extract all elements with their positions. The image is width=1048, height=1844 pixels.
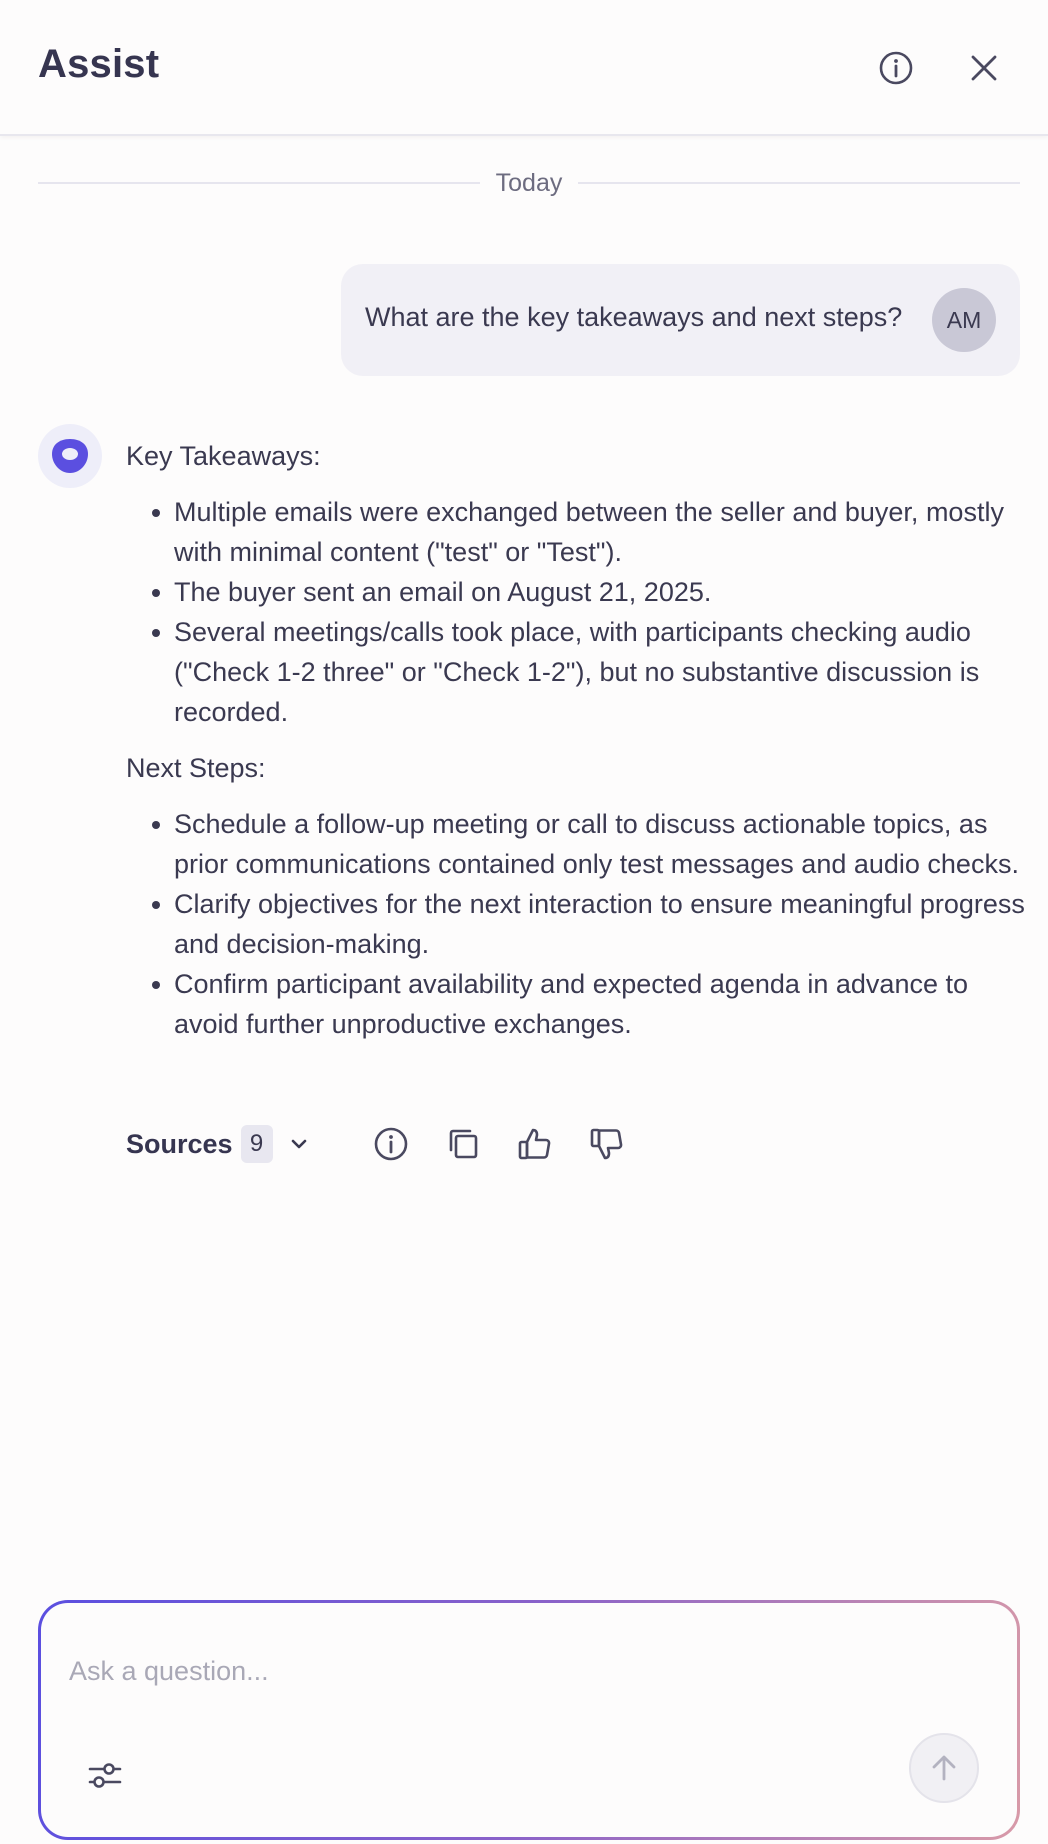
composer-body — [41, 1603, 1017, 1837]
arrow-up-icon — [928, 1752, 960, 1784]
question-input[interactable] — [69, 1651, 969, 1691]
answer-info-button[interactable] — [371, 1124, 411, 1164]
next-steps-list — [126, 804, 1026, 1044]
copy-button[interactable] — [443, 1124, 483, 1164]
sources-count-badge: 9 — [241, 1125, 273, 1163]
header-info-button[interactable] — [872, 44, 920, 92]
send-button[interactable] — [909, 1733, 979, 1803]
copy-icon — [445, 1126, 481, 1162]
user-avatar: AM — [932, 288, 996, 352]
list-item: Several meetings/calls took place, with participants checking audio ("Check 1-2 three" or "Check 1-2"), but no substantive discussion is recorded. — [126, 612, 1026, 732]
close-button[interactable] — [960, 44, 1008, 92]
list-item: Schedule a follow-up meeting or call to discuss actionable topics, as prior communications contained only test messages and audio checks. — [126, 804, 1026, 884]
question-composer — [38, 1600, 1020, 1840]
key-takeaways-heading: Key Takeaways: — [126, 441, 321, 471]
thumbs-up-icon — [517, 1126, 553, 1162]
sliders-icon — [87, 1757, 123, 1793]
user-message-text: What are the key takeaways and next steps? — [365, 302, 903, 332]
date-label: Today — [495, 168, 563, 197]
close-icon — [969, 53, 999, 83]
user-message-bubble — [341, 264, 1020, 376]
panel-title: Assist — [38, 42, 160, 86]
date-divider — [38, 165, 1020, 201]
divider-line — [38, 182, 480, 184]
panel-header — [0, 0, 1048, 136]
thumbs-down-button[interactable] — [587, 1124, 627, 1164]
divider-line — [578, 182, 1020, 184]
key-takeaways-list — [126, 492, 1026, 732]
next-steps-heading: Next Steps: — [126, 753, 266, 783]
chevron-down-icon — [289, 1134, 309, 1154]
list-item: Multiple emails were exchanged between the seller and buyer, mostly with minimal content ("test" or "Test"). — [126, 492, 1026, 572]
assistant-logo-icon — [48, 434, 92, 478]
sources-expand-button[interactable] — [287, 1132, 311, 1156]
answer-actions — [126, 1124, 627, 1164]
sources-label[interactable]: Sources — [126, 1128, 233, 1159]
assistant-avatar — [38, 424, 102, 488]
info-icon — [878, 50, 914, 86]
thumbs-down-icon — [589, 1126, 625, 1162]
list-item: Clarify objectives for the next interaction to ensure meaningful progress and decision-making. — [126, 884, 1026, 964]
list-item: Confirm participant availability and expected agenda in advance to avoid further unproductive exchanges. — [126, 964, 1026, 1044]
filter-settings-button[interactable] — [83, 1753, 127, 1797]
info-icon — [373, 1126, 409, 1162]
list-item: The buyer sent an email on August 21, 2025. — [126, 572, 1026, 612]
assistant-answer — [126, 436, 1026, 1060]
thumbs-up-button[interactable] — [515, 1124, 555, 1164]
